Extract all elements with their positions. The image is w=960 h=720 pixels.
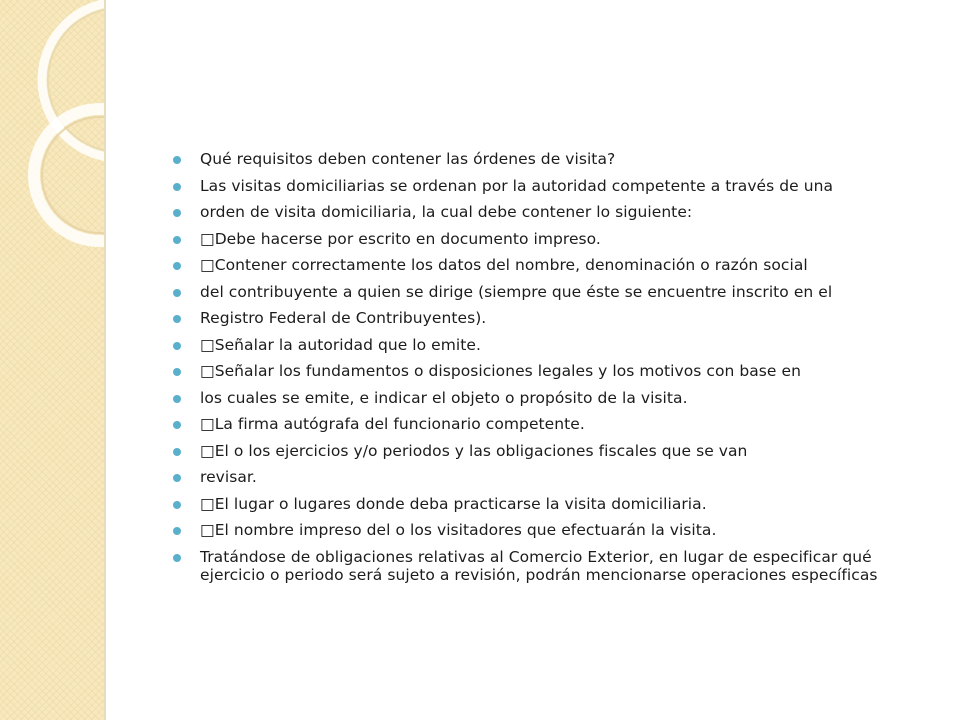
bullet-text: orden de visita domiciliaria, la cual debe contener lo siguiente:	[200, 203, 693, 221]
bullet-item	[172, 362, 912, 380]
bullet-text: □El lugar o lugares donde deba practicarse la visita domiciliaria.	[200, 494, 707, 513]
bullet-dot-icon	[173, 421, 181, 429]
bullet-dot-icon	[173, 474, 181, 482]
bullet-dot-icon	[173, 501, 181, 509]
bullet-text: Tratándose de obligaciones relativas al Comercio Exterior, en lugar de especificar qué ejercicio o periodo será sujeto a revisión, podrán mencionarse operaciones específicas	[200, 547, 878, 584]
bullet-item	[172, 336, 912, 354]
bullet-text: Registro Federal de Contribuyentes).	[200, 309, 487, 327]
bullet-item	[172, 256, 912, 274]
bullet-item	[172, 177, 912, 195]
bullet-item	[172, 203, 912, 221]
bullet-item	[172, 309, 912, 327]
bullet-item	[172, 415, 912, 433]
bullet-dot-icon	[173, 183, 181, 191]
bullet-text: Qué requisitos deben contener las órdenes de visita?	[200, 150, 616, 168]
bullet-dot-icon	[173, 315, 181, 323]
bullet-text: □Señalar la autoridad que lo emite.	[200, 335, 481, 354]
bullet-dot-icon	[173, 236, 181, 244]
bullet-item	[172, 495, 912, 513]
bullet-item	[172, 150, 912, 168]
bullet-item	[172, 389, 912, 407]
bullet-text: □El o los ejercicios y/o periodos y las obligaciones fiscales que se van	[200, 441, 748, 460]
bullet-text: revisar.	[200, 468, 257, 486]
bullet-item	[172, 283, 912, 301]
bullet-text: Las visitas domiciliarias se ordenan por la autoridad competente a través de una	[200, 176, 833, 195]
bullet-dot-icon	[173, 448, 181, 456]
bullet-text: del contribuyente a quien se dirige (siempre que éste se encuentre inscrito en el	[200, 282, 833, 301]
slide-bullet-list	[172, 150, 912, 592]
decorative-side-band	[0, 0, 106, 720]
bullet-item	[172, 230, 912, 248]
bullet-dot-icon	[173, 395, 181, 403]
bullet-item	[172, 468, 912, 486]
bullet-dot-icon	[173, 554, 181, 562]
bullet-dot-icon	[173, 209, 181, 217]
bullet-dot-icon	[173, 156, 181, 164]
bullet-text: □Contener correctamente los datos del nombre, denominación o razón social	[200, 256, 808, 274]
bullet-text: □Debe hacerse por escrito en documento impreso.	[200, 229, 601, 248]
bullet-dot-icon	[173, 262, 181, 270]
bullet-item	[172, 442, 912, 460]
bullet-dot-icon	[173, 289, 181, 297]
bullet-text: □La firma autógrafa del funcionario competente.	[200, 415, 585, 433]
bullet-text: □El nombre impreso del o los visitadores que efectuarán la visita.	[200, 521, 717, 539]
bullet-dot-icon	[173, 368, 181, 376]
bullet-item	[172, 521, 912, 539]
bullet-text: los cuales se emite, e indicar el objeto o propósito de la visita.	[200, 388, 688, 407]
decorative-rings-icon	[0, 0, 106, 300]
bullet-dot-icon	[173, 527, 181, 535]
bullet-dot-icon	[173, 342, 181, 350]
bullet-item	[172, 548, 912, 584]
bullet-text: □Señalar los fundamentos o disposiciones legales y los motivos con base en	[200, 362, 801, 380]
